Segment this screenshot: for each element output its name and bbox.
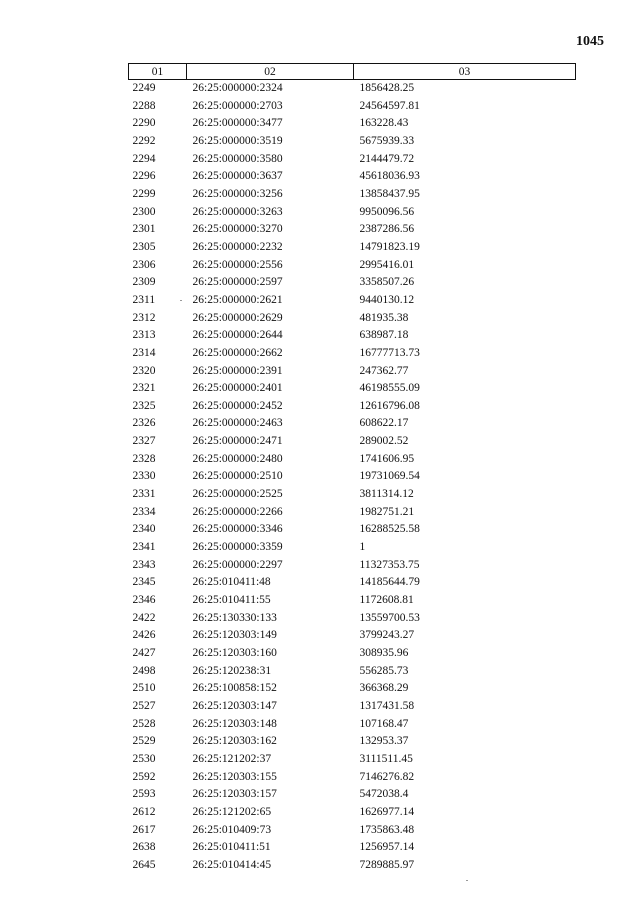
cell-cadastral-id: 26:25:000000:3637 (192, 170, 283, 183)
cell-number: 2294 (132, 152, 156, 165)
cell-value: 247362.77 (359, 364, 409, 377)
data-table (128, 63, 576, 875)
cell-cadastral-id: 26:25:010411:48 (192, 576, 271, 589)
cell-number: 2314 (132, 346, 156, 359)
cell-cadastral-id: 26:25:100858:152 (192, 682, 277, 695)
cell-number: 2346 (132, 594, 156, 607)
table-row (129, 415, 576, 433)
cell-value: 1741606.95 (359, 452, 415, 465)
cell-value: 3811314.12 (359, 488, 414, 501)
cell-value: 2995416.01 (359, 258, 415, 271)
cell-cadastral-id: 26:25:000000:3477 (192, 117, 283, 130)
cell-value: 3111511.45 (359, 752, 413, 765)
cell-value: 608622.17 (359, 417, 409, 430)
table-row (129, 857, 576, 875)
table-row (129, 804, 576, 822)
cell-number: 2306 (132, 258, 156, 271)
cell-value: 1856428.25 (359, 82, 415, 94)
column-header-01: 01 (129, 64, 187, 80)
table-row (129, 292, 576, 310)
cell-cadastral-id: 26:25:000000:2621 (192, 293, 283, 306)
cell-cadastral-id: 26:25:000000:2232 (192, 240, 283, 253)
cell-number: 2527 (132, 699, 156, 712)
cell-cadastral-id: 26:25:000000:3270 (192, 223, 283, 236)
table-header (129, 64, 576, 80)
table-row (129, 327, 576, 345)
cell-value: 9950096.56 (359, 205, 415, 218)
cell-cadastral-id: 26:25:000000:2629 (192, 311, 283, 324)
table-row (129, 769, 576, 787)
cell-cadastral-id: 26:25:010414:45 (192, 858, 272, 871)
cell-value: 3358507.26 (359, 276, 415, 289)
cell-number: 2528 (132, 717, 156, 730)
cell-number: 2299 (132, 187, 156, 200)
cell-number: 2617 (132, 823, 156, 836)
cell-value: 7146276.82 (359, 770, 415, 783)
cell-number: 2530 (132, 752, 156, 765)
cell-value: 7289885.97 (359, 858, 415, 871)
cell-number: 2300 (132, 205, 156, 218)
table-row (129, 610, 576, 628)
cell-number: 2249 (132, 82, 156, 94)
cell-value: 1626977.14 (359, 805, 415, 818)
cell-cadastral-id: 26:25:120303:147 (192, 699, 277, 712)
cell-number: 2592 (132, 770, 156, 783)
table-row (129, 839, 576, 857)
cell-number: 2312 (132, 311, 156, 324)
table-row (129, 204, 576, 222)
scan-speck (466, 880, 468, 881)
table-row (129, 627, 576, 645)
cell-number: 2334 (132, 505, 156, 518)
cell-cadastral-id: 26:25:000000:2463 (192, 417, 283, 430)
cell-cadastral-id: 26:25:000000:2480 (192, 452, 283, 465)
cell-cadastral-id: 26:25:000000:3263 (192, 205, 283, 218)
cell-value: 1172608.81 (359, 594, 414, 607)
cell-cadastral-id: 26:25:121202:65 (192, 805, 272, 818)
cell-cadastral-id: 26:25:000000:2297 (192, 558, 283, 571)
cell-number: 2345 (132, 576, 156, 589)
table-row (129, 115, 576, 133)
page-number: 1045 (576, 34, 604, 49)
cell-value: 13858437.95 (359, 187, 420, 200)
cell-number: 2638 (132, 841, 156, 854)
table-row (129, 310, 576, 328)
cell-number: 2593 (132, 788, 156, 801)
column-header-03: 03 (354, 64, 576, 80)
cell-value: 46198555.09 (359, 382, 420, 395)
cell-cadastral-id: 26:25:000000:2662 (192, 346, 283, 359)
table-row (129, 574, 576, 592)
cell-number: 2321 (132, 382, 156, 395)
cell-cadastral-id: 26:25:010411:51 (192, 841, 271, 854)
cell-value: 9440130.12 (359, 293, 415, 306)
cell-value: 638987.18 (359, 329, 409, 342)
cell-cadastral-id: 26:25:120303:148 (192, 717, 277, 730)
cell-number: 2331 (132, 488, 156, 501)
table-row (129, 786, 576, 804)
cell-cadastral-id: 26:25:000000:2266 (192, 505, 283, 518)
cell-number: 2305 (132, 240, 156, 253)
table-row (129, 521, 576, 539)
table-row (129, 486, 576, 504)
cell-value: 13559700.53 (359, 611, 420, 624)
cell-cadastral-id: 26:25:000000:2703 (192, 99, 283, 112)
cell-value: 1256957.14 (359, 841, 415, 854)
cell-value: 14791823.19 (359, 240, 420, 253)
table-header-row (129, 64, 576, 80)
cell-value: 1 (359, 541, 366, 554)
cell-number: 2290 (132, 117, 156, 130)
cell-number: 2296 (132, 170, 156, 183)
cell-value: 556285.73 (359, 664, 409, 677)
cell-cadastral-id: 26:25:000000:3359 (192, 541, 283, 554)
cell-value: 132953.37 (359, 735, 409, 748)
table-row (129, 716, 576, 734)
cell-cadastral-id: 26:25:120303:155 (192, 770, 277, 783)
table-row (129, 663, 576, 681)
table-row (129, 274, 576, 292)
table-row (129, 468, 576, 486)
cell-value: 1317431.58 (359, 699, 415, 712)
cell-number: 2498 (132, 664, 156, 677)
table-row (129, 645, 576, 663)
cell-cadastral-id: 26:25:000000:2452 (192, 399, 283, 412)
cell-number: 2427 (132, 647, 156, 659)
cell-value: 366368.29 (359, 682, 409, 695)
cell-number: 2510 (132, 682, 156, 695)
table-row (129, 698, 576, 716)
cell-number: 2326 (132, 417, 156, 430)
cell-number: 2529 (132, 735, 156, 748)
table-row (129, 80, 576, 98)
table-body (129, 80, 576, 875)
cell-number: 2612 (132, 805, 156, 818)
cell-number: 2325 (132, 399, 156, 412)
cell-cadastral-id: 26:25:000000:2471 (192, 435, 283, 448)
cell-value: 12616796.08 (359, 399, 420, 412)
cell-value: 289002.52 (359, 435, 409, 448)
cell-number: 2292 (132, 134, 156, 147)
cell-number: 2313 (132, 329, 156, 342)
cell-number: 2288 (132, 99, 156, 112)
cell-number: 2309 (132, 276, 156, 289)
table-row (129, 186, 576, 204)
cell-value: 16777713.73 (359, 346, 420, 359)
cell-number: 2422 (132, 611, 156, 624)
table-row (129, 451, 576, 469)
cell-cadastral-id: 26:25:130330:133 (192, 611, 277, 624)
table-row (129, 504, 576, 522)
cell-number: 2301 (132, 223, 156, 236)
cell-value: 481935.38 (359, 311, 409, 324)
cell-value: 5472038.4 (359, 788, 409, 801)
cell-cadastral-id: 26:25:000000:2324 (192, 82, 283, 94)
cell-number: 2426 (132, 629, 156, 642)
table-row (129, 822, 576, 840)
table-row (129, 151, 576, 169)
cell-cadastral-id: 26:25:120238:31 (192, 664, 272, 677)
cell-cadastral-id: 26:25:000000:3580 (192, 152, 283, 165)
cell-number: 2328 (132, 452, 156, 465)
cell-cadastral-id: 26:25:000000:2525 (192, 488, 283, 501)
cell-cadastral-id: 26:25:000000:2391 (192, 364, 283, 377)
cell-value: 14185644.79 (359, 576, 420, 589)
column-header-02: 02 (187, 64, 354, 80)
cell-value: 3799243.27 (359, 629, 415, 642)
cell-number: 2343 (132, 558, 156, 571)
cell-value: 107168.47 (359, 717, 409, 730)
table-row (129, 751, 576, 769)
table-row (129, 398, 576, 416)
cell-number: 2327 (132, 435, 156, 448)
cell-cadastral-id: 26:25:010411:55 (192, 594, 271, 607)
cell-value: 1735863.48 (359, 823, 415, 836)
table-row (129, 380, 576, 398)
cell-number: 2645 (132, 858, 156, 871)
cell-value: 16288525.58 (359, 523, 420, 536)
cell-cadastral-id: 26:25:120303:157 (192, 788, 277, 801)
cell-cadastral-id: 26:25:010409:73 (192, 823, 272, 836)
table-row (129, 133, 576, 151)
table-row (129, 257, 576, 275)
cell-value: 163228.43 (359, 117, 409, 130)
cell-value: 45618036.93 (359, 170, 420, 183)
cell-cadastral-id: 26:25:000000:2510 (192, 470, 283, 483)
cell-cadastral-id: 26:25:000000:2597 (192, 276, 283, 289)
cell-value: 2144479.72 (359, 152, 415, 165)
cell-cadastral-id: 26:25:120303:160 (192, 647, 277, 659)
cell-cadastral-id: 26:25:121202:37 (192, 752, 272, 765)
cell-value: 19731069.54 (359, 470, 420, 483)
cell-value: 11327353.75 (359, 558, 420, 571)
cell-number: 2320 (132, 364, 156, 377)
cell-value: 5675939.33 (359, 134, 415, 147)
cell-cadastral-id: 26:25:000000:2556 (192, 258, 283, 271)
cell-number: 2311 (132, 293, 156, 306)
cell-cadastral-id: 26:25:000000:2644 (192, 329, 283, 342)
table-row (129, 557, 576, 575)
cell-cadastral-id: 26:25:000000:3346 (192, 523, 283, 536)
cell-value: 308935.96 (359, 647, 409, 659)
cell-value: 1982751.21 (359, 505, 415, 518)
cell-number: 2340 (132, 523, 156, 536)
cell-cadastral-id: 26:25:000000:3256 (192, 187, 283, 200)
table-row (129, 168, 576, 186)
cell-number: 2330 (132, 470, 156, 483)
cell-cadastral-id: 26:25:000000:3519 (192, 134, 283, 147)
table-row (129, 345, 576, 363)
cell-value: 2387286.56 (359, 223, 415, 236)
table-row (129, 592, 576, 610)
data-table-container (128, 63, 575, 875)
table-row (129, 239, 576, 257)
table-row (129, 363, 576, 381)
cell-cadastral-id: 26:25:000000:2401 (192, 382, 283, 395)
table-row (129, 433, 576, 451)
table-row (129, 680, 576, 698)
cell-value: 24564597.81 (359, 99, 420, 112)
table-row (129, 221, 576, 239)
cell-number: 2341 (132, 541, 156, 554)
cell-cadastral-id: 26:25:120303:149 (192, 629, 277, 642)
scan-speck (180, 300, 182, 301)
cell-cadastral-id: 26:25:120303:162 (192, 735, 277, 748)
table-row (129, 539, 576, 557)
table-row (129, 733, 576, 751)
table-row (129, 98, 576, 116)
